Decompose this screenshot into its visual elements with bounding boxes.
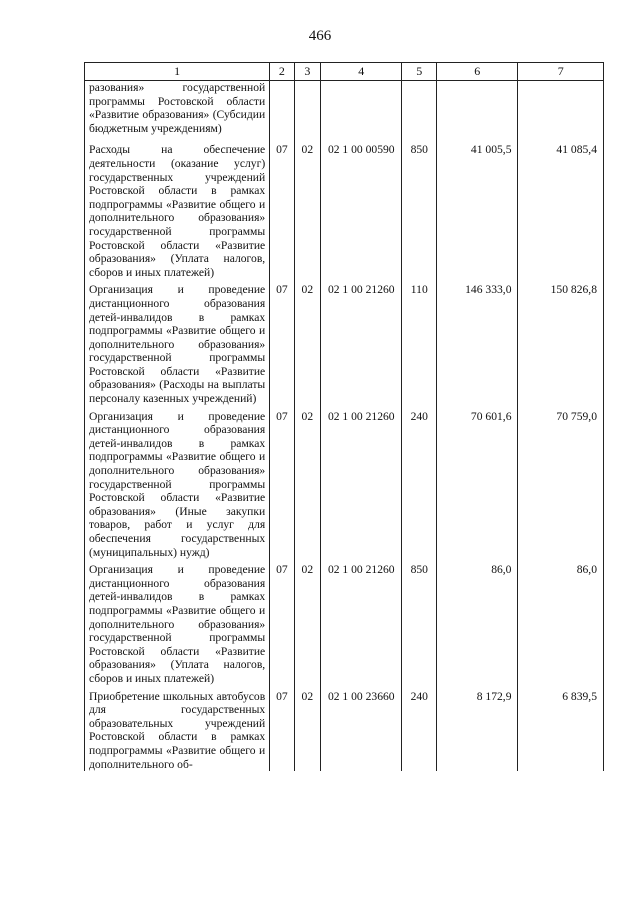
amount-col7: 70 759,0 [518,406,604,560]
amount-col6: 8 172,9 [437,686,518,772]
amount-col7: 6 839,5 [518,686,604,772]
header-cell: 1 [85,63,270,81]
amount-col7: 86,0 [518,559,604,685]
row-description: Приобретение школьных автобусов для государственных образовательных учреждений Ростовской области в рамках подпрограммы «Развитие общего и дополнительного об- [85,686,270,772]
target-article-code: 02 1 00 21260 [321,406,402,560]
header-cell: 6 [437,63,518,81]
section-code: 07 [270,406,294,560]
header-cell: 3 [294,63,320,81]
page-number: 466 [308,28,332,44]
subsection-code: 02 [294,686,320,772]
target-article-code: 02 1 00 23660 [321,686,402,772]
row-description: разования» государственной программы Ростовской области «Развитие образования» (Субсидии бюджетным учреждениям) [85,81,270,140]
header-cell: 5 [402,63,437,81]
target-article-code: 02 1 00 00590 [321,139,402,279]
table-row [85,279,604,405]
amount-col7: 150 826,8 [518,279,604,405]
amount-col6: 41 005,5 [437,139,518,279]
subsection-code: 02 [294,406,320,560]
header-row [85,63,604,81]
budget-table [84,62,604,771]
row-description: Организация и проведение дистанционного образования детей-инвалидов в рамках подпрограммы «Развитие общего и дополнительного образования» государственной программы Ростовской области «Развитие образования» (Расходы на выплаты персоналу казенных учреждений) [85,279,270,405]
table-row [85,559,604,685]
amount-col6: 86,0 [437,559,518,685]
amount-col6: 70 601,6 [437,406,518,560]
expense-type-code: 850 [402,559,437,685]
header-cell: 4 [321,63,402,81]
expense-type-code: 240 [402,686,437,772]
table-row [85,686,604,772]
target-article-code: 02 1 00 21260 [321,279,402,405]
table-row [85,81,604,140]
amount-col6: 146 333,0 [437,279,518,405]
section-code: 07 [270,686,294,772]
header-cell: 7 [518,63,604,81]
row-description: Организация и проведение дистанционного образования детей-инвалидов в рамках подпрограммы «Развитие общего и дополнительного образования» государственной программы Ростовской области «Развитие образования» (Иные закупки товаров, работ и услуг для обеспечения государственных (муниципальных) нужд) [85,406,270,560]
row-description: Расходы на обеспечение деятельности (оказание услуг) государственных учреждений Ростовской области в рамках подпрограммы «Развитие общего и дополнительного образования» государственной программы Ростовской области «Развитие образования» (Уплата налогов, сборов и иных платежей) [85,139,270,279]
expense-type-code: 110 [402,279,437,405]
target-article-code: 02 1 00 21260 [321,559,402,685]
table-row [85,139,604,279]
row-description: Организация и проведение дистанционного образования детей-инвалидов в рамках подпрограммы «Развитие общего и дополнительного образования» государственной программы Ростовской области «Развитие образования» (Уплата налогов, сборов и иных платежей) [85,559,270,685]
section-code: 07 [270,559,294,685]
expense-type-code: 240 [402,406,437,560]
expense-type-code: 850 [402,139,437,279]
section-code: 07 [270,279,294,405]
subsection-code: 02 [294,279,320,405]
amount-col7: 41 085,4 [518,139,604,279]
header-cell: 2 [270,63,294,81]
table-row [85,406,604,560]
section-code: 07 [270,139,294,279]
subsection-code: 02 [294,559,320,685]
subsection-code: 02 [294,139,320,279]
